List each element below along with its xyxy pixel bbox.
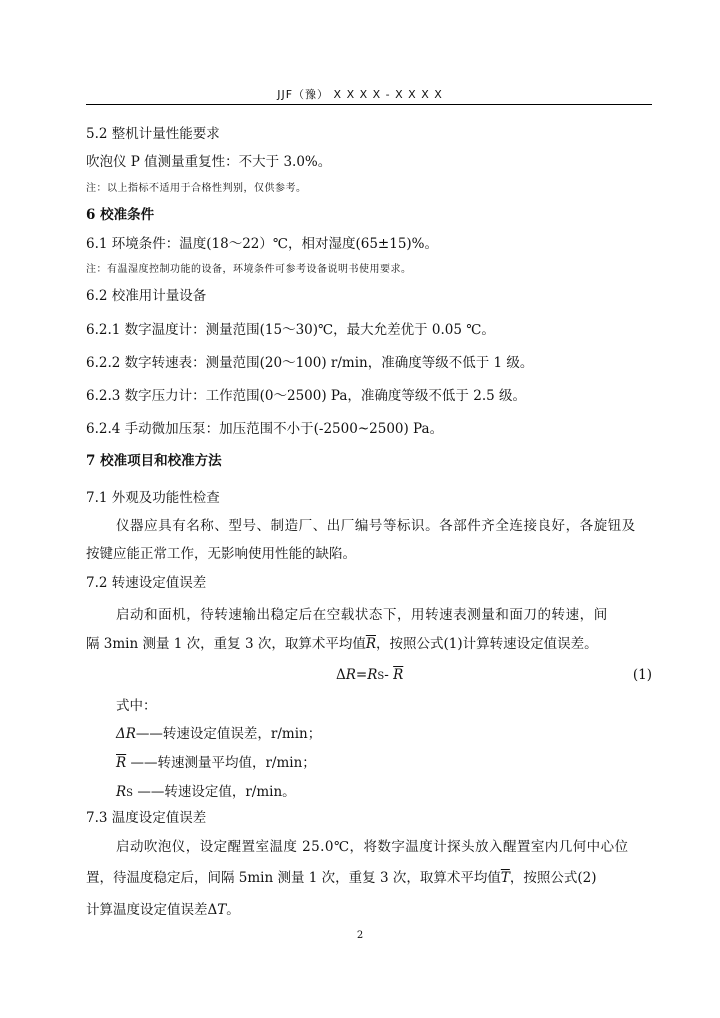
symbol-r: R (345, 667, 356, 683)
text-run: 置，待温度稳定后，间隔 5min 测量 1 次，重复 3 次，取算术平均值 (86, 870, 501, 886)
section-7-3-paragraph-line-1: 启动吹泡仪，设定醒置室温度 25.0℃，将数字温度计探头放入醒置室内几何中心位 (116, 839, 629, 855)
text-run: 。 (226, 902, 240, 918)
definition-r-bar (116, 751, 316, 771)
section-7-1-title: 7.1 外观及功能性检查 (86, 490, 220, 506)
symbol: $\overline{R}$ (116, 755, 127, 771)
section-7-1-paragraph-line-2: 按键应能正常工作，无影响使用性能的缺陷。 (86, 546, 356, 562)
section-5-2-title: 5.2 整机计量性能要求 (86, 126, 220, 142)
section-6-2-3: 6.2.3 数字压力计：工作范围(0～2500) Pa，准确度等级不低于 2.5 级。 (86, 388, 526, 404)
definition-text: ——转速设定值误差，r/min； (135, 726, 322, 742)
text-run: 计算温度设定值误差Δ (86, 902, 218, 918)
subscript: S (126, 788, 134, 799)
text-run: 隔 3min 测量 1 次，重复 3 次，取算术平均值 (86, 636, 366, 652)
section-6-2: 6.2 校准用计量设备 (86, 288, 207, 304)
section-6-1: 6.1 环境条件：温度(18～22）℃，相对湿度(65±15)%。 (86, 236, 439, 252)
section-7-2-paragraph-line-2 (86, 632, 598, 652)
section-7-3-title: 7.3 温度设定值误差 (86, 810, 207, 826)
definition-text: ——转速设定值，r/min。 (133, 784, 296, 800)
equals-sign: = (355, 667, 368, 683)
page-number: 2 (356, 930, 364, 941)
text-run: ，按照公式(2) (509, 870, 597, 886)
section-7-2-paragraph-line-1: 启动和面机，待转速输出稳定后在空载状态下，用转速表测量和面刀的转速，间 (116, 607, 608, 623)
section-6-2-1: 6.2.1 数字温度计：测量范围(15～30)℃，最大允差优于 0.05 ℃。 (86, 322, 495, 338)
subscript-s: S (377, 671, 385, 682)
header-rule (86, 104, 652, 105)
definition-rs (116, 780, 296, 800)
section-7-3-paragraph-line-2 (86, 866, 596, 886)
section-5-2-text: 吹泡仪 P 值测量重复性：不大于 3.0%。 (86, 154, 332, 170)
section-6-title: 6 校准条件 (86, 207, 155, 223)
note-2: 注：有温湿度控制功能的设备，环境条件可参考设备说明书使用要求。 (86, 264, 412, 275)
mean-symbol-r: $\overline{R}$ (365, 636, 376, 652)
section-7-3-paragraph-line-3 (86, 898, 240, 918)
equation-1 (336, 667, 403, 683)
section-7-2-title: 7.2 转速设定值误差 (86, 575, 207, 591)
note-1: 注：以上指标不适用于合格性判别，仅供参考。 (86, 183, 307, 194)
definition-text: ——转速测量平均值，r/min； (126, 755, 316, 771)
symbol: ΔR (116, 726, 136, 742)
equation-number: (1) (632, 667, 652, 683)
symbol-t: T (217, 902, 227, 918)
symbol: R (116, 784, 127, 800)
symbol-rs: R (367, 667, 378, 683)
section-7-title: 7 校准项目和校准方法 (86, 453, 222, 469)
section-6-2-4: 6.2.4 手动微加压泵：加压范围不小于(-2500~2500) Pa。 (86, 421, 444, 437)
mean-symbol-t: $\overline{T}$ (500, 870, 510, 886)
section-7-1-paragraph-line-1: 仪器应具有名称、型号、制造厂、出厂编号等标识。各部件齐全连接良好，各旋钮及 (116, 518, 636, 534)
delta-symbol: Δ (336, 667, 346, 683)
section-6-2-2: 6.2.2 数字转速表：测量范围(20～100) r/min，准确度等级不低于 1 级。 (86, 355, 534, 371)
where-label: 式中： (116, 698, 157, 714)
symbol-r-bar: $\overline{R}$ (393, 667, 404, 683)
minus-sign: - (384, 667, 394, 683)
running-header: JJF（豫） X X X X - X X X X (277, 88, 443, 101)
definition-delta-r (116, 722, 321, 742)
text-run: ，按照公式(1)计算转速设定值误差。 (376, 636, 598, 652)
